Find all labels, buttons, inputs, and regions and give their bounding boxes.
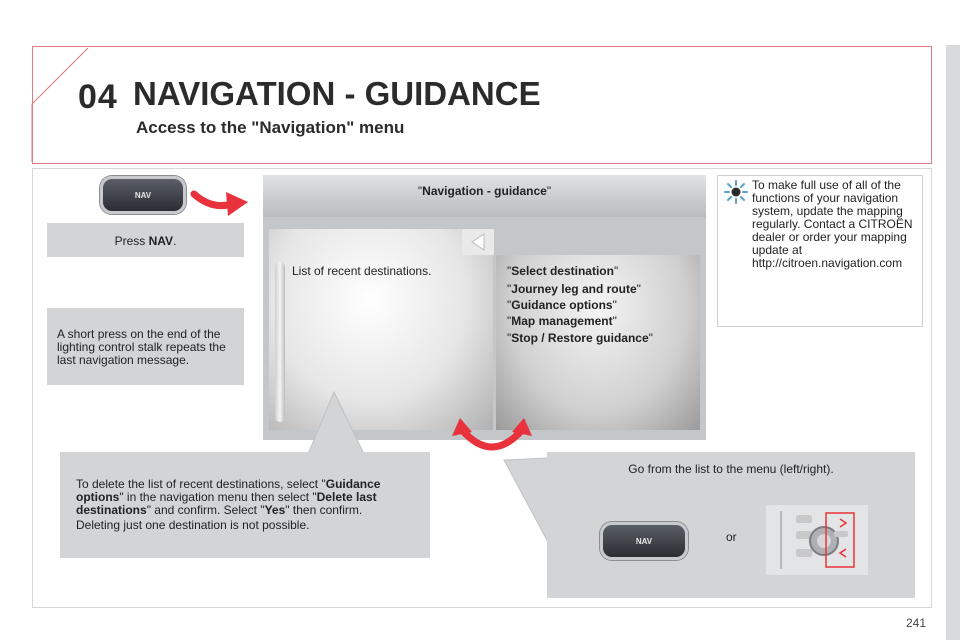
nav-button-illustration <box>100 176 186 214</box>
nav-button-illustration <box>600 522 688 560</box>
red-arrow-icon <box>190 180 252 220</box>
screen-title-quote-close: " <box>546 184 552 198</box>
screen-title <box>263 185 706 198</box>
nav-key-label: NAV <box>635 536 653 546</box>
scrollbar[interactable] <box>275 262 285 422</box>
page-number: 241 <box>906 616 927 630</box>
menu-item-guidance-options[interactable]: "Guidance options" <box>507 298 617 312</box>
rotary-control-icon <box>766 505 868 575</box>
delete-note-bold: Delete last destinations <box>76 490 377 517</box>
delete-note-part: " and confirm. Select " <box>146 503 265 517</box>
menu-item-label: Map management <box>511 314 613 328</box>
chapter-number: 04 <box>78 78 118 116</box>
menu-item-journey-leg[interactable]: "Journey leg and route" <box>507 282 641 296</box>
delete-note-pointer <box>290 390 370 456</box>
back-button[interactable] <box>462 229 494 255</box>
control-panel-illustration <box>766 505 868 575</box>
delete-note-part: " then confirm. <box>285 503 363 517</box>
screen-title-text: Navigation - guidance <box>422 184 547 198</box>
press-key: NAV <box>148 234 174 248</box>
short-press-text: A short press on the end of the lighting control stalk repeats the last navigation message. <box>57 327 226 367</box>
menu-item-label: Guidance options <box>511 298 613 312</box>
menu-item-select-destination[interactable]: "Select destination" <box>507 264 619 278</box>
menu-item-label: Stop / Restore guidance <box>511 331 649 345</box>
press-suffix: . <box>173 234 177 248</box>
delete-note-bold: Yes <box>264 503 286 517</box>
or-label: or <box>726 530 737 544</box>
tip-text: To make full use of all of the functions of your navigation system, update the mapping regularly. Contact a CITROËN dealer or order your mapping update at http://citroen.navigation.com <box>752 178 913 270</box>
page-title: NAVIGATION - GUIDANCE <box>133 75 541 112</box>
delete-note-bold: Guidance options <box>76 477 381 504</box>
menu-item-label: Journey leg and route <box>511 282 637 296</box>
menu-item-map-management[interactable]: "Map management" <box>507 314 617 328</box>
tip-sun-icon <box>724 180 748 204</box>
delete-note-text <box>76 478 416 517</box>
menu-item-label: Select destination <box>511 264 614 278</box>
menu-item-stop-restore[interactable]: "Stop / Restore guidance" <box>507 331 653 345</box>
switch-note-text: Go from the list to the menu (left/right). <box>628 462 834 476</box>
recent-destinations-label: List of recent destinations. <box>292 264 432 278</box>
section-subtitle: Access to the "Navigation" menu <box>136 118 405 137</box>
press-nav-text <box>47 235 244 248</box>
screen-title-quote-open: " <box>417 184 423 198</box>
back-arrow-icon <box>462 229 494 255</box>
nav-key-label: NAV <box>134 190 152 200</box>
delete-note-part: To delete the list of recent destinations, select " <box>76 477 326 491</box>
page-edge-strip <box>946 45 960 640</box>
press-prefix: Press <box>114 234 149 248</box>
delete-note-part: " in the navigation menu then select " <box>119 490 317 504</box>
delete-note-line2: Deleting just one destination is not possible. <box>76 518 310 532</box>
